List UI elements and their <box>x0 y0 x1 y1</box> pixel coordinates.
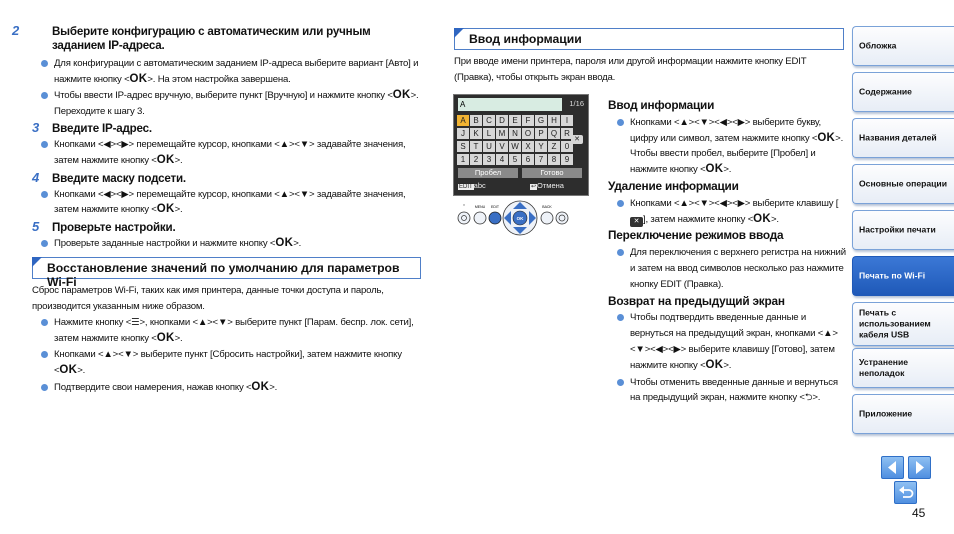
keyboard-row-2 <box>457 128 574 139</box>
bullet-icon <box>41 384 48 391</box>
keyboard-key[interactable]: O <box>522 128 534 139</box>
return-button[interactable] <box>894 481 917 504</box>
keyboard-key[interactable]: 9 <box>561 154 573 165</box>
page-number: 45 <box>912 506 926 520</box>
tab-print-settings[interactable]: Настройки печати <box>852 210 954 250</box>
bullet-icon <box>617 249 624 256</box>
ok-button-glyph: OK <box>705 358 724 371</box>
list-item: Нажмите кнопку <☰>, кнопками <▲><▼> выберите пункт [Парам. беспр. лок. сети], затем нажмите кнопку <OK>. <box>32 315 424 346</box>
keyboard-key[interactable]: A <box>457 115 469 126</box>
section-header-wifi-reset <box>32 257 421 289</box>
keyboard-key[interactable]: B <box>470 115 482 126</box>
keyboard-key[interactable]: R <box>561 128 573 139</box>
arrow-right-icon <box>909 457 930 478</box>
keyboard-key[interactable]: Y <box>535 141 547 152</box>
arrow-left-icon <box>882 457 903 478</box>
corner-marker-icon <box>32 257 42 267</box>
bullet-icon <box>41 60 48 67</box>
keyboard-key[interactable]: K <box>470 128 482 139</box>
keyboard-key[interactable]: 5 <box>509 154 521 165</box>
ok-button-glyph: OK <box>705 163 724 176</box>
tab-cover[interactable]: Обложка <box>852 26 954 66</box>
ok-button-glyph: OK <box>251 380 270 393</box>
printer-control-panel-illustration <box>455 197 585 239</box>
step-4 <box>32 171 424 186</box>
keyboard-key[interactable]: 3 <box>483 154 495 165</box>
bullet-icon <box>41 141 48 148</box>
keyboard-key[interactable]: P <box>535 128 547 139</box>
ok-button-glyph: OK <box>156 153 175 166</box>
edit-mode-indicator <box>458 181 486 190</box>
keyboard-key[interactable]: 2 <box>470 154 482 165</box>
list-item: Проверьте заданные настройки и нажмите кнопку <OK>. <box>32 236 424 252</box>
tab-contents[interactable]: Содержание <box>852 72 954 112</box>
keyboard-key[interactable]: 6 <box>522 154 534 165</box>
step-title: Введите IP-адрес. <box>52 122 152 136</box>
keyboard-key[interactable]: F <box>522 115 534 126</box>
keyboard-key[interactable]: N <box>509 128 521 139</box>
keyboard-key[interactable]: 8 <box>548 154 560 165</box>
list-item: Чтобы ввести IP-адрес вручную, выберите пункт [Вручную] и нажмите кнопку <OK>. Переходите к шагу 3. <box>32 88 424 119</box>
ok-button-glyph: OK <box>156 331 175 344</box>
power-button-icon <box>458 212 470 224</box>
keyboard-key[interactable]: Z <box>548 141 560 152</box>
panel-label-ok: OK <box>516 216 524 221</box>
section-title: Восстановление значений по умолчанию для параметров Wi-Fi <box>47 261 400 289</box>
print-button-icon <box>556 212 568 224</box>
keyboard-row-4 <box>457 154 574 165</box>
step-2 <box>12 23 424 53</box>
list-item: Для переключения с верхнего регистра на нижний и затем на ввод символов несколько раз нажмите кнопку EDIT (Правка). <box>608 245 846 292</box>
keyboard-key[interactable]: L <box>483 128 495 139</box>
tab-wifi-printing[interactable]: Печать по Wi-Fi <box>852 256 954 296</box>
tab-appendix[interactable]: Приложение <box>852 394 954 434</box>
keyboard-key[interactable]: 1 <box>457 154 469 165</box>
ok-button-glyph: OK <box>817 131 836 144</box>
cancel-label: Отмена <box>537 181 564 190</box>
menu-button-icon <box>474 212 486 224</box>
keyboard-key[interactable]: M <box>496 128 508 139</box>
step-number: 5 <box>32 218 40 234</box>
keyboard-row-1 <box>457 115 574 126</box>
edit-badge: EDIT <box>459 184 473 190</box>
bullet-icon <box>41 92 48 99</box>
list-item: Чтобы подтвердить введенные данные и вернуться на предыдущий экран, кнопками <▲><▼><◀><▶> выберите клавишу [Готово], затем нажмите кнопку <OK>. <box>608 310 846 373</box>
tab-usb-printing[interactable]: Печать с использованием кабеля USB <box>852 302 954 346</box>
ok-button-glyph: OK <box>753 212 771 225</box>
keyboard-page-indicator: 1/16 <box>569 99 584 108</box>
keyboard-key[interactable]: Q <box>548 128 560 139</box>
done-key[interactable]: Готово <box>522 168 582 178</box>
keyboard-key[interactable]: C <box>483 115 495 126</box>
bullet-icon <box>617 200 624 207</box>
wifi-reset-body <box>32 283 424 396</box>
ok-button-glyph: OK <box>156 203 175 216</box>
keyboard-input-field[interactable]: A <box>458 98 562 111</box>
prev-page-button[interactable] <box>881 456 904 479</box>
step-number: 3 <box>32 120 40 136</box>
keyboard-key[interactable]: T <box>470 141 482 152</box>
edit-button-icon <box>489 212 501 224</box>
input-mode: abc <box>473 181 486 190</box>
left-column <box>12 23 424 252</box>
panel-label-menu: MENU <box>474 205 486 209</box>
keyboard-key[interactable]: X <box>522 141 534 152</box>
list-item: Подтвердите свои намерения, нажав кнопку <OK>. <box>32 380 424 396</box>
bullet-icon <box>41 240 48 247</box>
ok-button-glyph: OK <box>275 236 294 249</box>
subheading-switch: Переключение режимов ввода <box>608 228 784 243</box>
step-title: Выберите конфигурацию с автоматическим или ручным заданием IP-адреса. <box>52 25 371 52</box>
step-number: 2 <box>12 23 20 38</box>
back-icon: ↩ <box>531 184 537 190</box>
keyboard-key[interactable]: 0 <box>561 141 573 152</box>
tab-part-names[interactable]: Названия деталей <box>852 118 954 158</box>
list-item: Кнопками <◀><▶> перемещайте курсор, кнопками <▲><▼> задавайте значения, затем нажмите кнопку <OK>. <box>32 187 424 218</box>
bullet-icon <box>617 379 624 386</box>
bullet-icon <box>41 319 48 326</box>
keyboard-key[interactable]: S <box>457 141 469 152</box>
keyboard-key[interactable]: 7 <box>535 154 547 165</box>
keyboard-key[interactable]: I <box>561 115 573 126</box>
keyboard-key[interactable]: W <box>509 141 521 152</box>
keyboard-key[interactable]: V <box>496 141 508 152</box>
bullet-icon <box>41 351 48 358</box>
list-item: Кнопками <▲><▼><◀><▶> выберите клавишу [✕ ], затем нажмите кнопку <OK>. <box>608 196 846 228</box>
section-title: Ввод информации <box>469 32 582 46</box>
section-header-input <box>454 28 844 50</box>
step-number: 4 <box>32 169 40 185</box>
ok-button-glyph: OK <box>129 72 148 85</box>
ok-button-glyph: OK <box>392 89 411 102</box>
step-3 <box>32 121 424 136</box>
list-item: Кнопками <◀><▶> перемещайте курсор, кнопками <▲><▼> задавайте значения, затем нажмите кнопку <OK>. <box>32 137 424 168</box>
keyboard-key[interactable]: G <box>535 115 547 126</box>
keyboard-key[interactable]: J <box>457 128 469 139</box>
section-intro: Сброс параметров Wi-Fi, таких как имя принтера, данные точки доступа и пароль, производится указанным ниже образом. <box>32 285 384 312</box>
bullet-icon <box>617 314 624 321</box>
back-button-icon <box>541 212 553 224</box>
return-arrow-icon <box>895 482 916 503</box>
panel-label-edit: EDIT <box>491 205 499 209</box>
panel-label-back: BACK <box>542 205 552 209</box>
onscreen-keyboard <box>453 94 589 196</box>
bullet-icon <box>41 191 48 198</box>
input-intro: При вводе имени принтера, пароля или другой информации нажмите кнопку EDIT (Правка), чтобы открыть экран ввода. <box>454 56 807 83</box>
delete-key-icon: ✕ <box>630 217 643 227</box>
step-title: Введите маску подсети. <box>52 171 186 185</box>
space-key[interactable]: Пробел <box>458 168 518 178</box>
subheading-back: Возврат на предыдущий экран <box>608 293 785 308</box>
subheading-input: Ввод информации <box>608 98 715 112</box>
back-arrow-icon: ⮌ <box>804 392 813 404</box>
list-item: Кнопками <▲><▼><◀><▶> выберите букву, цифру или символ, затем нажмите кнопку <OK>. Чтобы ввести пробел, выберите [Пробел] и нажмите кнопку <OK>. <box>608 115 846 178</box>
ok-button-glyph: OK <box>59 363 78 376</box>
keyboard-key[interactable]: 4 <box>496 154 508 165</box>
keyboard-key[interactable]: U <box>483 141 495 152</box>
keyboard-row-3 <box>457 141 574 152</box>
step-title: Проверьте настройки. <box>52 220 176 234</box>
bullet-icon <box>617 119 624 126</box>
tab-basic-operations[interactable]: Основные операции <box>852 164 954 204</box>
keyboard-key[interactable]: D <box>496 115 508 126</box>
next-page-button[interactable] <box>908 456 931 479</box>
keyboard-key[interactable]: E <box>509 115 521 126</box>
list-item: Чтобы отменить введенные данные и вернуться на предыдущий экран, нажмите кнопку <⮌>. <box>608 375 846 407</box>
step-5 <box>32 220 424 235</box>
cancel-indicator <box>530 181 564 190</box>
subheading-delete: Удаление информации <box>608 178 739 193</box>
corner-marker-icon <box>454 28 464 38</box>
delete-key-icon[interactable]: ✕ <box>571 135 583 144</box>
list-item: Для конфигурации с автоматическим заданием IP-адреса выберите вариант [Авто] и нажмите кнопку <OK>. На этом настройка завершена. <box>32 56 424 87</box>
list-item: Кнопками <▲><▼> выберите пункт [Сбросить настройки], затем нажмите кнопку <OK>. <box>32 347 424 378</box>
keyboard-key[interactable]: H <box>548 115 560 126</box>
svg-text:○: ○ <box>462 202 466 207</box>
tab-troubleshooting[interactable]: Устранение неполадок <box>852 348 954 388</box>
input-instructions <box>608 98 846 407</box>
